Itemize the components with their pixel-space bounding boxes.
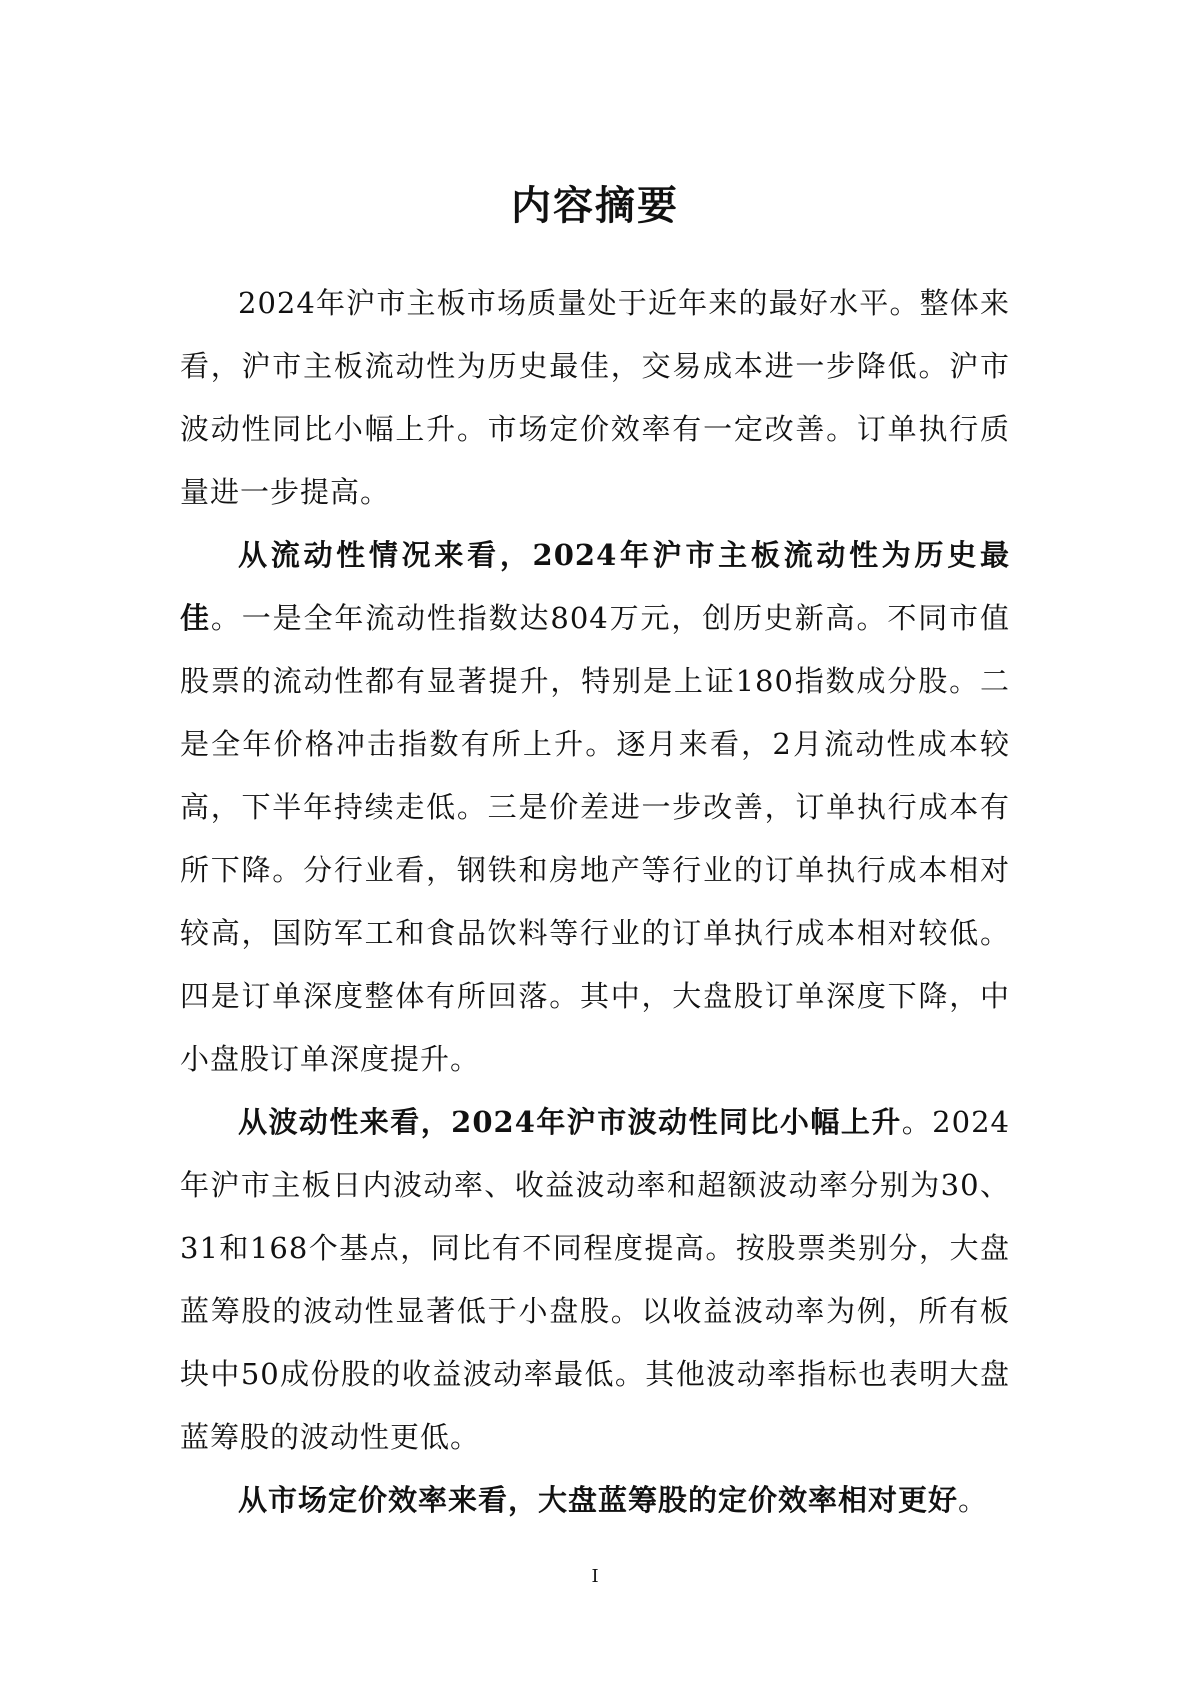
paragraph-text: 。 xyxy=(958,1483,989,1517)
paragraph-text: 2024年沪市主板市场质量处于近年来的最好水平。整体来看，沪市主板流动性为历史最佳，交易成本进一步降低。沪市波动性同比小幅上升。市场定价效率有一定改善。订单执行质量进一步提高。 xyxy=(180,286,1010,509)
paragraph-pricing-efficiency xyxy=(180,1469,1010,1532)
paragraph-text: 。一是全年流动性指数达804万元，创历史新高。不同市值股票的流动性都有显著提升，特别是上证180指数成分股。二是全年价格冲击指数有所上升。逐月来看，2月流动性成本较高，下半年持续走低。三是价差进一步改善，订单执行成本有所下降。分行业看，钢铁和房地产等行业的订单执行成本相对较高，国防军工和食品饮料等行业的订单执行成本相对较低。四是订单深度整体有所回落。其中，大盘股订单深度下降，中小盘股订单深度提升。 xyxy=(180,601,1010,1076)
paragraph-lead: 从流动性情况来看，2024年沪市主板流动性为历史最佳 xyxy=(180,538,1010,635)
paragraph-text: 。2024年沪市主板日内波动率、收益波动率和超额波动率分别为30、31和168个基点，同比有不同程度提高。按股票类别分，大盘蓝筹股的波动性显著低于小盘股。以收益波动率为例，所有板块中50成份股的收益波动率最低。其他波动率指标也表明大盘蓝筹股的波动性更低。 xyxy=(180,1105,1010,1454)
paragraph-lead: 从波动性来看，2024年沪市波动性同比小幅上升 xyxy=(238,1105,902,1139)
document-title: 内容摘要 xyxy=(511,182,679,229)
abstract-body xyxy=(180,272,1010,1532)
page-number: I xyxy=(591,1566,599,1587)
paragraph-overview xyxy=(180,272,1010,524)
paragraph-liquidity xyxy=(180,524,1010,1091)
paragraph-volatility xyxy=(180,1091,1010,1469)
paragraph-lead: 从市场定价效率来看，大盘蓝筹股的定价效率相对更好 xyxy=(238,1483,959,1517)
